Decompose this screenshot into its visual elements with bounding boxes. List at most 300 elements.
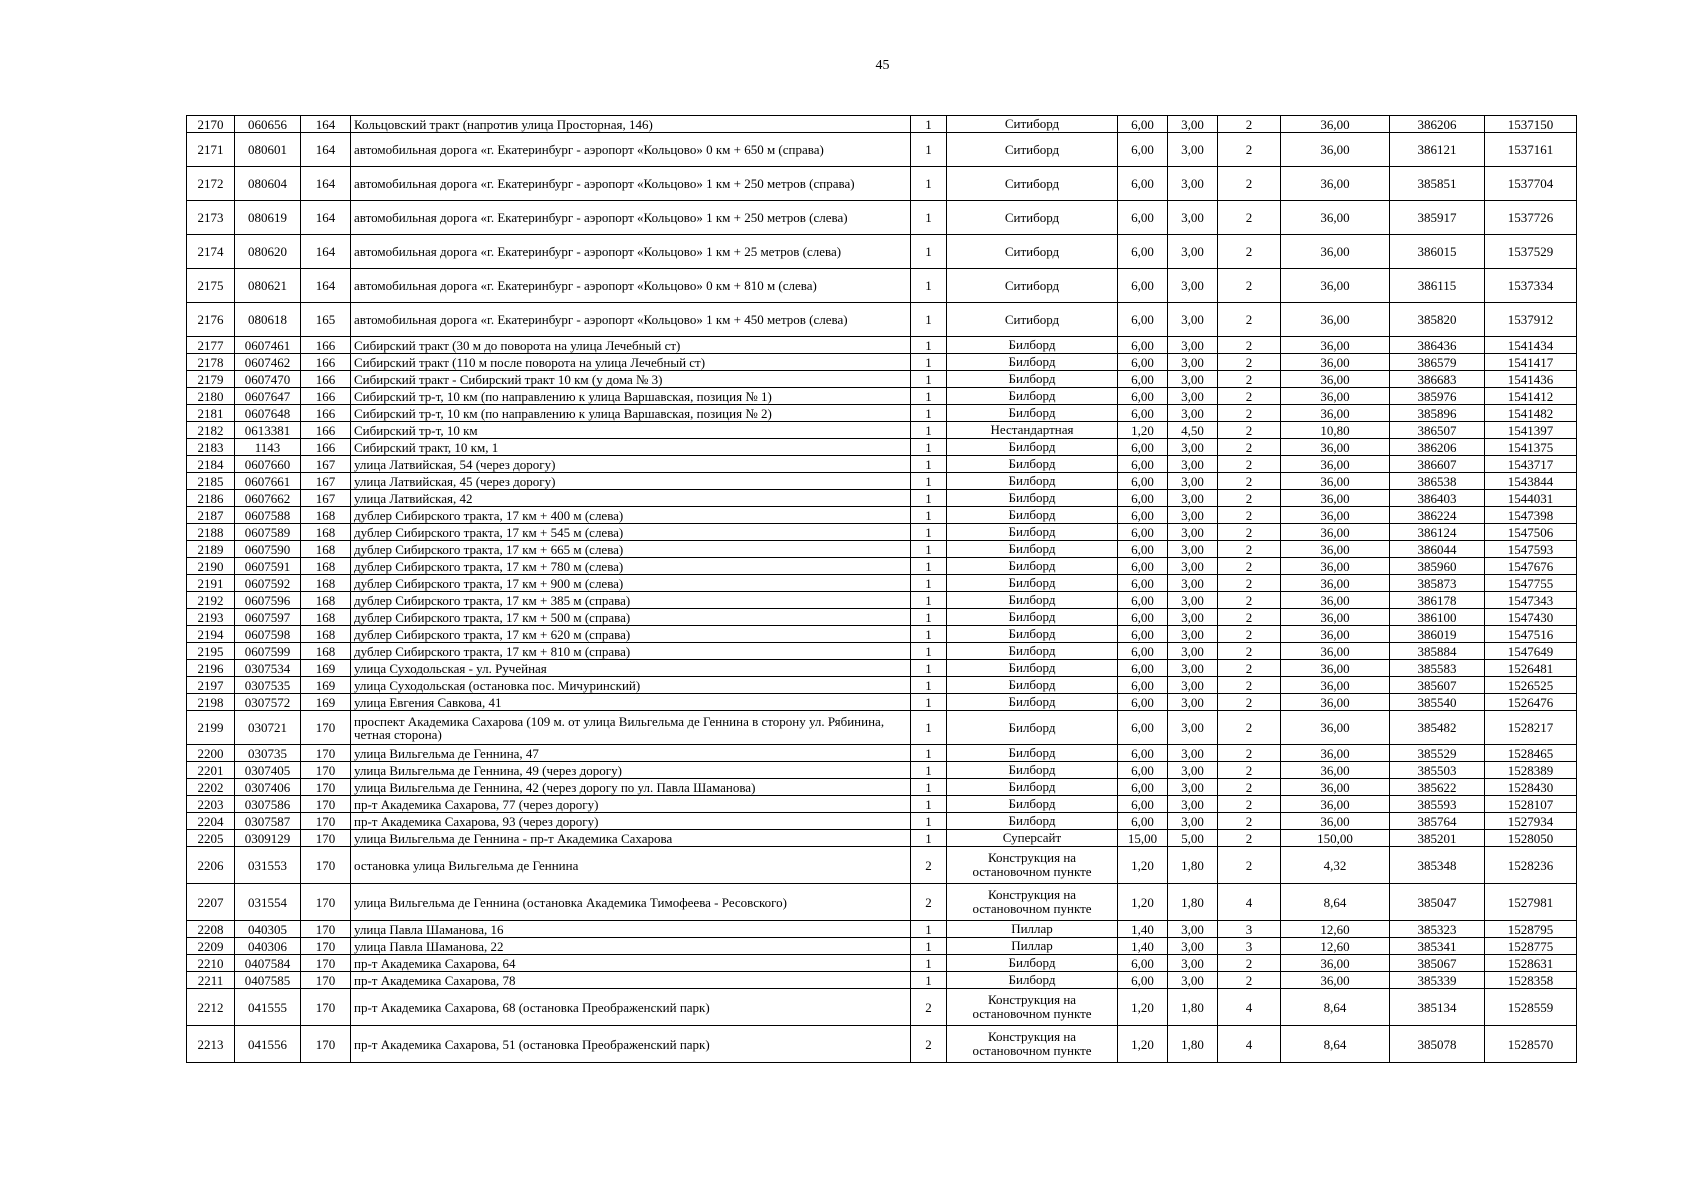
row-group: 170 (301, 972, 351, 989)
row-number: 2209 (187, 938, 235, 955)
row-type: Пиллар (947, 938, 1118, 955)
row-group: 166 (301, 337, 351, 354)
row-area: 36,00 (1281, 133, 1390, 167)
row-quantity: 1 (911, 762, 947, 779)
row-number: 2183 (187, 439, 235, 456)
table-row (187, 167, 1577, 201)
row-number: 2181 (187, 405, 235, 422)
row-number: 2188 (187, 524, 235, 541)
row-type: Билборд (947, 558, 1118, 575)
row-code: 080621 (235, 269, 301, 303)
row-code: 0607662 (235, 490, 301, 507)
row-coord-y: 1528795 (1485, 921, 1577, 938)
row-coord-x: 385047 (1390, 884, 1485, 921)
row-group: 168 (301, 609, 351, 626)
row-code: 040306 (235, 938, 301, 955)
row-sides: 4 (1218, 884, 1281, 921)
row-quantity: 1 (911, 405, 947, 422)
row-number: 2178 (187, 354, 235, 371)
row-sides: 2 (1218, 201, 1281, 235)
row-type: Билборд (947, 388, 1118, 405)
row-address: Сибирский тр-т, 10 км (351, 422, 911, 439)
row-number: 2206 (187, 847, 235, 884)
row-type: Билборд (947, 354, 1118, 371)
row-coord-x: 385607 (1390, 677, 1485, 694)
row-type: Ситиборд (947, 201, 1118, 235)
row-quantity: 1 (911, 456, 947, 473)
row-address: пр-т Академика Сахарова, 77 (через дорогу) (351, 796, 911, 813)
row-type: Конструкция на остановочном пункте (947, 989, 1118, 1026)
row-width: 6,00 (1118, 609, 1168, 626)
row-type: Билборд (947, 541, 1118, 558)
row-coord-y: 1547343 (1485, 592, 1577, 609)
row-coord-y: 1527981 (1485, 884, 1577, 921)
row-height: 3,00 (1168, 677, 1218, 694)
row-group: 170 (301, 796, 351, 813)
row-height: 3,00 (1168, 490, 1218, 507)
row-width: 6,00 (1118, 955, 1168, 972)
row-code: 080619 (235, 201, 301, 235)
row-area: 8,64 (1281, 884, 1390, 921)
row-coord-y: 1526476 (1485, 694, 1577, 711)
row-area: 12,60 (1281, 938, 1390, 955)
row-code: 080618 (235, 303, 301, 337)
row-sides: 2 (1218, 388, 1281, 405)
row-number: 2172 (187, 167, 235, 201)
row-height: 3,00 (1168, 456, 1218, 473)
row-sides: 2 (1218, 955, 1281, 972)
row-type: Билборд (947, 711, 1118, 745)
row-number: 2199 (187, 711, 235, 745)
table-row (187, 762, 1577, 779)
row-height: 3,00 (1168, 660, 1218, 677)
row-width: 6,00 (1118, 524, 1168, 541)
row-sides: 2 (1218, 779, 1281, 796)
row-area: 36,00 (1281, 677, 1390, 694)
table-row (187, 711, 1577, 745)
row-code: 0607462 (235, 354, 301, 371)
row-number: 2202 (187, 779, 235, 796)
table-row (187, 558, 1577, 575)
row-coord-x: 386507 (1390, 422, 1485, 439)
table-row (187, 813, 1577, 830)
row-number: 2187 (187, 507, 235, 524)
row-type: Билборд (947, 405, 1118, 422)
row-group: 168 (301, 541, 351, 558)
row-code: 1143 (235, 439, 301, 456)
row-coord-x: 385503 (1390, 762, 1485, 779)
row-coord-y: 1527934 (1485, 813, 1577, 830)
row-quantity: 1 (911, 660, 947, 677)
row-type: Конструкция на остановочном пункте (947, 884, 1118, 921)
row-height: 3,00 (1168, 388, 1218, 405)
row-address: дублер Сибирского тракта, 17 км + 400 м (слева) (351, 507, 911, 524)
row-coord-x: 386538 (1390, 473, 1485, 490)
table-row (187, 422, 1577, 439)
row-quantity: 1 (911, 796, 947, 813)
row-type: Билборд (947, 813, 1118, 830)
row-coord-y: 1528358 (1485, 972, 1577, 989)
row-coord-y: 1541397 (1485, 422, 1577, 439)
row-type: Билборд (947, 694, 1118, 711)
row-group: 164 (301, 235, 351, 269)
row-width: 6,00 (1118, 388, 1168, 405)
row-group: 170 (301, 847, 351, 884)
row-coord-y: 1544031 (1485, 490, 1577, 507)
row-sides: 3 (1218, 921, 1281, 938)
row-address: пр-т Академика Сахарова, 93 (через дорогу) (351, 813, 911, 830)
row-number: 2173 (187, 201, 235, 235)
row-quantity: 1 (911, 830, 947, 847)
row-address: улица Суходольская - ул. Ручейная (351, 660, 911, 677)
row-width: 6,00 (1118, 796, 1168, 813)
row-address: улица Латвийская, 45 (через дорогу) (351, 473, 911, 490)
row-width: 6,00 (1118, 201, 1168, 235)
row-area: 36,00 (1281, 269, 1390, 303)
row-width: 6,00 (1118, 456, 1168, 473)
row-sides: 2 (1218, 116, 1281, 133)
row-quantity: 1 (911, 201, 947, 235)
row-quantity: 2 (911, 1026, 947, 1063)
row-number: 2192 (187, 592, 235, 609)
row-height: 3,00 (1168, 796, 1218, 813)
row-height: 3,00 (1168, 972, 1218, 989)
table-row (187, 337, 1577, 354)
row-quantity: 2 (911, 989, 947, 1026)
row-height: 3,00 (1168, 303, 1218, 337)
row-group: 168 (301, 575, 351, 592)
row-coord-y: 1541412 (1485, 388, 1577, 405)
row-type: Билборд (947, 490, 1118, 507)
table-row (187, 541, 1577, 558)
row-number: 2208 (187, 921, 235, 938)
row-height: 1,80 (1168, 989, 1218, 1026)
row-address: Сибирский тр-т, 10 км (по направлению к улица Варшавская, позиция № 2) (351, 405, 911, 422)
table-row (187, 938, 1577, 955)
row-width: 1,40 (1118, 921, 1168, 938)
row-coord-y: 1537334 (1485, 269, 1577, 303)
row-coord-y: 1547398 (1485, 507, 1577, 524)
row-sides: 2 (1218, 830, 1281, 847)
table-row (187, 972, 1577, 989)
row-number: 2205 (187, 830, 235, 847)
row-group: 167 (301, 456, 351, 473)
row-sides: 2 (1218, 524, 1281, 541)
row-width: 6,00 (1118, 405, 1168, 422)
row-number: 2190 (187, 558, 235, 575)
row-code: 060656 (235, 116, 301, 133)
row-code: 031553 (235, 847, 301, 884)
row-sides: 2 (1218, 303, 1281, 337)
row-height: 3,00 (1168, 541, 1218, 558)
row-type: Билборд (947, 762, 1118, 779)
row-type: Билборд (947, 972, 1118, 989)
row-quantity: 1 (911, 269, 947, 303)
row-area: 36,00 (1281, 592, 1390, 609)
row-width: 1,40 (1118, 938, 1168, 955)
row-group: 169 (301, 677, 351, 694)
row-code: 0607647 (235, 388, 301, 405)
row-quantity: 1 (911, 575, 947, 592)
row-coord-y: 1547649 (1485, 643, 1577, 660)
row-code: 0607596 (235, 592, 301, 609)
row-group: 166 (301, 388, 351, 405)
row-code: 0607590 (235, 541, 301, 558)
row-code: 0309129 (235, 830, 301, 847)
table-row (187, 677, 1577, 694)
row-coord-y: 1547506 (1485, 524, 1577, 541)
row-type: Билборд (947, 677, 1118, 694)
row-group: 168 (301, 626, 351, 643)
row-number: 2182 (187, 422, 235, 439)
row-coord-x: 385851 (1390, 167, 1485, 201)
table-row (187, 371, 1577, 388)
row-coord-x: 386683 (1390, 371, 1485, 388)
row-type: Билборд (947, 592, 1118, 609)
row-address: улица Вильгельма де Геннина, 42 (через дорогу по ул. Павла Шаманова) (351, 779, 911, 796)
row-sides: 2 (1218, 507, 1281, 524)
row-address: улица Латвийская, 54 (через дорогу) (351, 456, 911, 473)
row-address: Сибирский тр-т, 10 км (по направлению к улица Варшавская, позиция № 1) (351, 388, 911, 405)
table-row (187, 269, 1577, 303)
row-width: 6,00 (1118, 337, 1168, 354)
row-address: Кольцовский тракт (напротив улица Просторная, 146) (351, 116, 911, 133)
row-width: 6,00 (1118, 473, 1168, 490)
row-code: 0407584 (235, 955, 301, 972)
row-code: 0607588 (235, 507, 301, 524)
row-sides: 2 (1218, 694, 1281, 711)
row-height: 3,00 (1168, 133, 1218, 167)
row-quantity: 1 (911, 524, 947, 541)
row-width: 6,00 (1118, 133, 1168, 167)
row-quantity: 1 (911, 745, 947, 762)
row-code: 080620 (235, 235, 301, 269)
row-area: 36,00 (1281, 167, 1390, 201)
table-row (187, 575, 1577, 592)
row-height: 3,00 (1168, 643, 1218, 660)
row-width: 6,00 (1118, 813, 1168, 830)
row-coord-x: 386607 (1390, 456, 1485, 473)
row-code: 041556 (235, 1026, 301, 1063)
row-group: 165 (301, 303, 351, 337)
table-row (187, 745, 1577, 762)
row-quantity: 1 (911, 133, 947, 167)
row-type: Билборд (947, 371, 1118, 388)
row-width: 6,00 (1118, 643, 1168, 660)
row-height: 3,00 (1168, 779, 1218, 796)
row-sides: 2 (1218, 847, 1281, 884)
row-width: 6,00 (1118, 167, 1168, 201)
row-type: Билборд (947, 796, 1118, 813)
row-area: 36,00 (1281, 694, 1390, 711)
table-row (187, 354, 1577, 371)
row-coord-y: 1526525 (1485, 677, 1577, 694)
table-row (187, 884, 1577, 921)
row-coord-x: 385078 (1390, 1026, 1485, 1063)
row-group: 168 (301, 524, 351, 541)
row-area: 36,00 (1281, 371, 1390, 388)
table-row (187, 439, 1577, 456)
row-address: дублер Сибирского тракта, 17 км + 620 м (справа) (351, 626, 911, 643)
row-area: 8,64 (1281, 989, 1390, 1026)
row-type: Суперсайт (947, 830, 1118, 847)
row-coord-x: 385896 (1390, 405, 1485, 422)
row-coord-y: 1528389 (1485, 762, 1577, 779)
row-group: 167 (301, 473, 351, 490)
row-type: Ситиборд (947, 116, 1118, 133)
row-coord-x: 385323 (1390, 921, 1485, 938)
row-group: 170 (301, 938, 351, 955)
row-height: 3,00 (1168, 762, 1218, 779)
row-number: 2207 (187, 884, 235, 921)
row-area: 36,00 (1281, 524, 1390, 541)
row-quantity: 2 (911, 847, 947, 884)
row-sides: 2 (1218, 371, 1281, 388)
row-height: 3,00 (1168, 354, 1218, 371)
row-number: 2176 (187, 303, 235, 337)
row-coord-x: 385201 (1390, 830, 1485, 847)
row-area: 36,00 (1281, 405, 1390, 422)
row-address: улица Евгения Савкова, 41 (351, 694, 911, 711)
row-sides: 2 (1218, 745, 1281, 762)
row-height: 3,00 (1168, 626, 1218, 643)
row-coord-y: 1528775 (1485, 938, 1577, 955)
row-coord-y: 1547516 (1485, 626, 1577, 643)
row-coord-x: 385593 (1390, 796, 1485, 813)
row-group: 168 (301, 643, 351, 660)
row-sides: 2 (1218, 456, 1281, 473)
row-width: 6,00 (1118, 269, 1168, 303)
row-sides: 4 (1218, 989, 1281, 1026)
row-coord-y: 1528465 (1485, 745, 1577, 762)
table-row (187, 694, 1577, 711)
row-height: 3,00 (1168, 524, 1218, 541)
row-coord-y: 1528217 (1485, 711, 1577, 745)
row-code: 0307535 (235, 677, 301, 694)
row-height: 3,00 (1168, 473, 1218, 490)
row-code: 0607592 (235, 575, 301, 592)
row-coord-y: 1528430 (1485, 779, 1577, 796)
row-number: 2177 (187, 337, 235, 354)
row-coord-x: 386100 (1390, 609, 1485, 626)
row-code: 0607589 (235, 524, 301, 541)
row-address: автомобильная дорога «г. Екатеринбург - аэропорт «Кольцово» 0 км + 810 м (слева) (351, 269, 911, 303)
row-sides: 2 (1218, 677, 1281, 694)
row-height: 3,00 (1168, 235, 1218, 269)
row-coord-y: 1547593 (1485, 541, 1577, 558)
row-coord-x: 385339 (1390, 972, 1485, 989)
row-height: 3,00 (1168, 405, 1218, 422)
row-area: 150,00 (1281, 830, 1390, 847)
row-type: Конструкция на остановочном пункте (947, 1026, 1118, 1063)
row-width: 6,00 (1118, 116, 1168, 133)
row-coord-y: 1537726 (1485, 201, 1577, 235)
row-quantity: 1 (911, 337, 947, 354)
row-code: 031554 (235, 884, 301, 921)
row-coord-x: 385482 (1390, 711, 1485, 745)
row-address: дублер Сибирского тракта, 17 км + 900 м (слева) (351, 575, 911, 592)
row-area: 36,00 (1281, 813, 1390, 830)
row-address: проспект Академика Сахарова (109 м. от улица Вильгельма де Геннина в сторону ул. Рябинина, четная сторона) (351, 711, 911, 745)
row-sides: 2 (1218, 972, 1281, 989)
row-quantity: 1 (911, 972, 947, 989)
table-row (187, 116, 1577, 133)
row-code: 0307406 (235, 779, 301, 796)
row-code: 0307586 (235, 796, 301, 813)
row-address: дублер Сибирского тракта, 17 км + 810 м (справа) (351, 643, 911, 660)
page-number: 45 (875, 58, 890, 73)
row-number: 2186 (187, 490, 235, 507)
row-number: 2197 (187, 677, 235, 694)
row-type: Билборд (947, 745, 1118, 762)
table-row (187, 592, 1577, 609)
row-type: Пиллар (947, 921, 1118, 938)
row-type: Билборд (947, 609, 1118, 626)
row-area: 36,00 (1281, 456, 1390, 473)
row-area: 10,80 (1281, 422, 1390, 439)
row-group: 170 (301, 813, 351, 830)
row-address: Сибирский тракт - Сибирский тракт 10 км (у дома № 3) (351, 371, 911, 388)
row-address: Сибирский тракт, 10 км, 1 (351, 439, 911, 456)
row-group: 170 (301, 955, 351, 972)
registry-table (186, 115, 1577, 1063)
row-number: 2212 (187, 989, 235, 1026)
table-row (187, 626, 1577, 643)
row-width: 1,20 (1118, 1026, 1168, 1063)
row-address: автомобильная дорога «г. Екатеринбург - аэропорт «Кольцово» 1 км + 450 метров (слева) (351, 303, 911, 337)
row-quantity: 1 (911, 558, 947, 575)
row-group: 169 (301, 694, 351, 711)
row-group: 170 (301, 762, 351, 779)
row-sides: 2 (1218, 167, 1281, 201)
row-number: 2203 (187, 796, 235, 813)
row-number: 2180 (187, 388, 235, 405)
row-quantity: 1 (911, 813, 947, 830)
row-height: 3,00 (1168, 592, 1218, 609)
row-coord-y: 1528050 (1485, 830, 1577, 847)
row-quantity: 1 (911, 116, 947, 133)
row-address: улица Вильгельма де Геннина - пр-т Академика Сахарова (351, 830, 911, 847)
row-type: Билборд (947, 575, 1118, 592)
row-coord-y: 1543844 (1485, 473, 1577, 490)
row-number: 2175 (187, 269, 235, 303)
row-quantity: 1 (911, 507, 947, 524)
table-row (187, 921, 1577, 938)
row-code: 0607648 (235, 405, 301, 422)
row-width: 6,00 (1118, 677, 1168, 694)
row-width: 6,00 (1118, 558, 1168, 575)
row-coord-y: 1541375 (1485, 439, 1577, 456)
row-group: 164 (301, 269, 351, 303)
row-width: 6,00 (1118, 626, 1168, 643)
row-coord-y: 1541417 (1485, 354, 1577, 371)
row-quantity: 1 (911, 388, 947, 405)
row-width: 6,00 (1118, 541, 1168, 558)
row-coord-x: 386403 (1390, 490, 1485, 507)
row-coord-x: 385917 (1390, 201, 1485, 235)
row-coord-y: 1526481 (1485, 660, 1577, 677)
table-row (187, 201, 1577, 235)
table-row (187, 779, 1577, 796)
row-address: дублер Сибирского тракта, 17 км + 780 м (слева) (351, 558, 911, 575)
row-height: 1,80 (1168, 847, 1218, 884)
row-sides: 2 (1218, 541, 1281, 558)
row-quantity: 1 (911, 541, 947, 558)
row-number: 2193 (187, 609, 235, 626)
table-row (187, 133, 1577, 167)
row-area: 36,00 (1281, 337, 1390, 354)
row-width: 6,00 (1118, 575, 1168, 592)
